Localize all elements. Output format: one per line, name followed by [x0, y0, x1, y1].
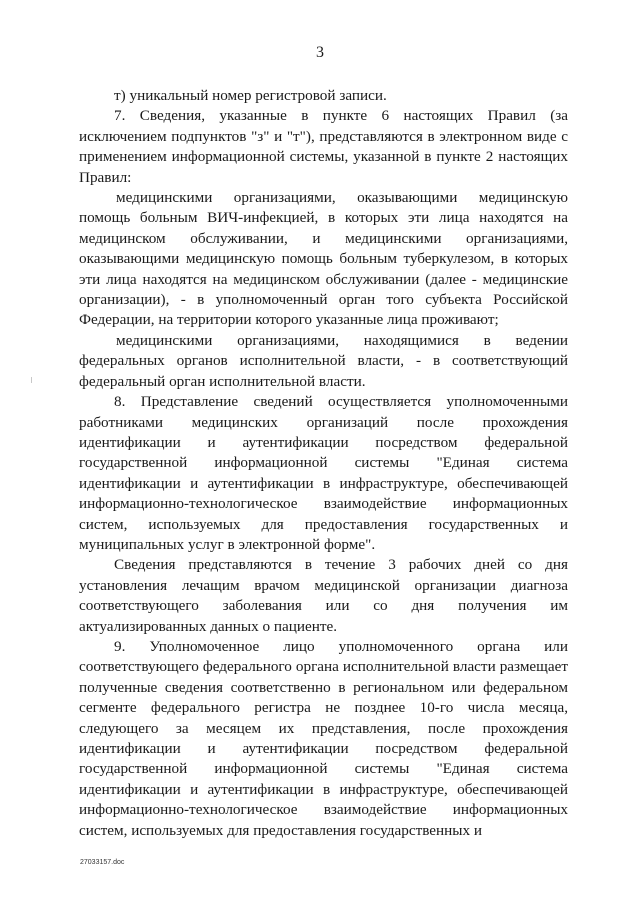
paragraph-clause-8: 8. Представление сведений осуществляется уполномоченными работниками медицинских организаций после прохождения идентификации и аутентификации посредством федеральной государственной информационной системы "Единая система идентификации и аутентификации в инфраструктуре, обеспечивающей информационно-технологическое взаимодействие информационных систем, используемых для предоставления государственных и муниципальных услуг в электронной форме".	[79, 393, 568, 553]
paragraph-clause-7-sub-2: медицинскими организациями, находящимися в ведении федеральных органов исполнительной власти, - в соответствующий федеральный орган исполнительной власти.	[79, 331, 568, 390]
document-body	[79, 86, 568, 841]
paragraph-clause-9: 9. Уполномоченное лицо уполномоченного органа или соответствующего федерального органа исполнительной власти размещает полученные сведения соответственно в региональном или федеральном сегменте федерального регистра не позднее 10-го числа месяца, следующего за месяцем их представления, после прохождения идентификации и аутентификации посредством федеральной государственной информационной системы "Единая система идентификации и аутентификации в инфраструктуре, обеспечивающей информационно-технологическое взаимодействие информационных систем, используемых для предоставления государственных и	[79, 637, 568, 839]
margin-mark	[31, 377, 32, 383]
paragraph-clause-7: 7. Сведения, указанные в пункте 6 настоящих Правил (за исключением подпунктов "з" и "т"), представляются в электронном виде с применением информационной системы, указанной в пункте 2 настоящих Правил:	[79, 107, 568, 186]
paragraph-clause-8-deadline: Сведения представляются в течение 3 рабочих дней со дня установления лечащим врачом медицинской организации диагноза соответствующего заболевания или со дня получения им актуализированных данных о пациенте.	[79, 556, 568, 635]
footer-filename: 27033157.doc	[80, 859, 125, 866]
page-number: 3	[316, 44, 324, 61]
paragraph-item-t: т) уникальный номер регистровой записи.	[114, 87, 387, 104]
paragraph-clause-7-sub-1: медицинскими организациями, оказывающими медицинскую помощь больным ВИЧ-инфекцией, в которых эти лица находятся на медицинском обслуживании, и медицинскими организациями, оказывающими медицинскую помощь больным туберкулезом, в которых эти лица находятся на медицинском обслуживании (далее - медицинские организации), - в уполномоченный орган того субъекта Российской Федерации, на территории которого указанные лица проживают;	[79, 189, 568, 329]
